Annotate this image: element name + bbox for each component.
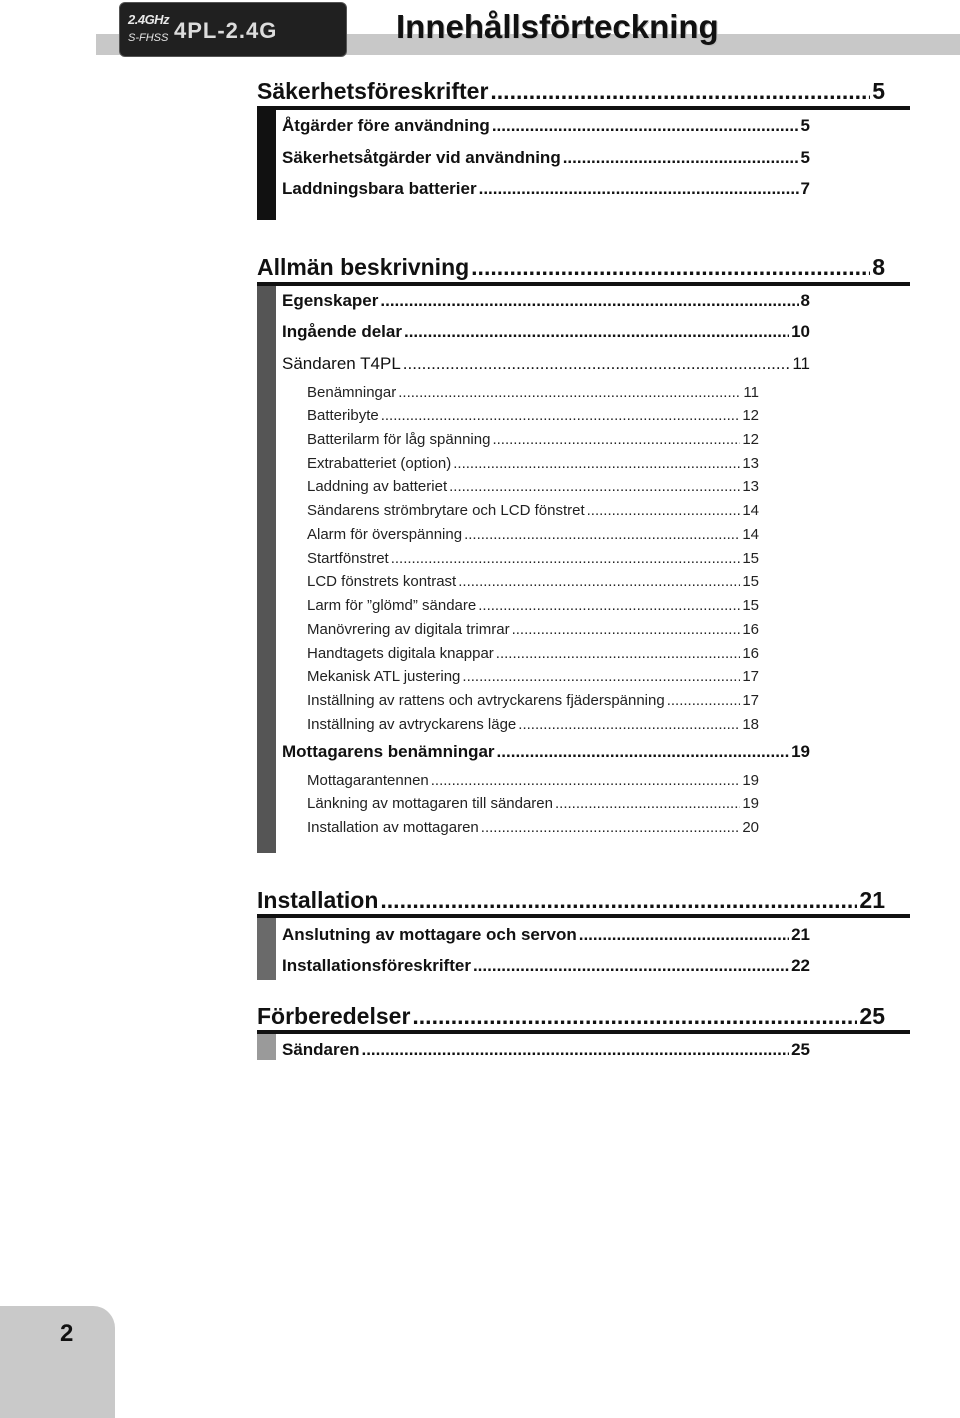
toc-subitem-page: 11 <box>743 384 759 401</box>
toc-subitem[interactable] <box>307 716 759 733</box>
toc-item[interactable] <box>282 179 810 199</box>
toc-subitem-title: Länkning av mottagaren till sändaren <box>307 795 553 812</box>
toc-subitem-title: Laddning av batteriet <box>307 478 448 495</box>
toc-subitem-page: 13 <box>742 478 759 495</box>
toc-section-page: 25 <box>859 1003 885 1029</box>
toc-leader <box>464 526 740 543</box>
toc-subitem-page: 18 <box>742 716 759 733</box>
toc-subitem[interactable] <box>307 819 759 836</box>
toc-subitem[interactable] <box>307 573 759 590</box>
toc-subitem[interactable] <box>307 407 759 424</box>
toc-item-page: 8 <box>800 291 810 310</box>
toc-leader <box>481 819 741 836</box>
page-number: 2 <box>60 1320 74 1347</box>
toc-leader <box>404 322 789 342</box>
toc-subitem-page: 16 <box>742 621 759 638</box>
toc-leader <box>555 795 740 812</box>
toc-subitem-title: Inställning av avtryckarens läge <box>307 716 517 733</box>
section-side-bar <box>257 110 276 220</box>
toc-subitem[interactable] <box>307 795 759 812</box>
toc-subitem-title: Alarm för överspänning <box>307 526 463 543</box>
toc-leader <box>431 772 741 789</box>
toc-subitem[interactable] <box>307 668 759 685</box>
toc-leader <box>458 573 740 590</box>
toc-section-title: Allmän beskrivning <box>257 254 470 280</box>
toc-item[interactable] <box>282 322 810 342</box>
toc-item[interactable] <box>282 956 810 976</box>
toc-leader <box>380 887 857 914</box>
toc-item-title: Mottagarens benämningar <box>282 742 495 761</box>
toc-section-page: 21 <box>859 887 885 913</box>
logo-frequency: 2.4GHz <box>128 12 170 27</box>
toc-subitem-page: 17 <box>742 692 759 709</box>
toc-subitem-page: 20 <box>742 819 759 836</box>
toc-subitem[interactable] <box>307 455 759 472</box>
toc-subitem[interactable] <box>307 692 759 709</box>
toc-subitem[interactable] <box>307 526 759 543</box>
toc-subitem-page: 17 <box>742 668 759 685</box>
toc-subitem-page: 12 <box>742 407 759 424</box>
toc-subitem[interactable] <box>307 431 759 448</box>
page-number-tab <box>0 1306 115 1418</box>
toc-item-title: Installationsföreskrifter <box>282 956 471 975</box>
toc-leader <box>496 645 741 662</box>
toc-section-title: Förberedelser <box>257 1003 411 1029</box>
toc-subitem-title: Benämningar <box>307 384 397 401</box>
toc-section-page: 5 <box>872 78 885 104</box>
toc-leader <box>391 550 741 567</box>
toc-subitem[interactable] <box>307 478 759 495</box>
toc-subitem-page: 19 <box>742 795 759 812</box>
toc-leader <box>449 478 740 495</box>
toc-subitem-page: 15 <box>742 550 759 567</box>
toc-item-title: Anslutning av mottagare och servon <box>282 925 577 944</box>
toc-subitem-title: Mottagarantennen <box>307 772 429 789</box>
toc-subitem-title: Larm för ”glömd” sändare <box>307 597 477 614</box>
toc-item-title: Laddningsbara batterier <box>282 179 477 198</box>
toc-subitem[interactable] <box>307 502 759 519</box>
toc-subitem-title: Startfönstret <box>307 550 389 567</box>
section-rule <box>257 914 910 918</box>
toc-leader <box>579 925 789 945</box>
toc-leader <box>563 148 799 168</box>
toc-item-page: 25 <box>791 1040 810 1059</box>
section-rule <box>257 1030 910 1034</box>
section-rule <box>257 106 910 110</box>
toc-subitem-title: Manövrering av digitala trimrar <box>307 621 510 638</box>
toc-leader <box>398 384 741 401</box>
toc-subitem-title: LCD fönstrets kontrast <box>307 573 457 590</box>
toc-subitem[interactable] <box>307 772 759 789</box>
toc-subitem-title: Batteribyte <box>307 407 379 424</box>
toc-item[interactable] <box>282 148 810 168</box>
toc-subitem-title: Sändarens strömbrytare och LCD fönstret <box>307 502 585 519</box>
toc-leader <box>473 956 789 976</box>
toc-item-page: 7 <box>800 179 810 198</box>
toc-subitem[interactable] <box>307 384 759 401</box>
toc-leader <box>478 597 740 614</box>
section-side-bar <box>257 286 276 853</box>
toc-item[interactable] <box>282 925 810 945</box>
logo-model: 4PL-2.4G <box>174 18 278 43</box>
logo-protocol: S-FHSS <box>128 32 169 44</box>
toc-subitem-page: 14 <box>742 526 759 543</box>
product-logo <box>119 2 347 57</box>
toc-leader <box>462 668 740 685</box>
toc-item-page: 5 <box>800 116 810 135</box>
toc-leader <box>381 407 741 424</box>
toc-subitem-page: 14 <box>742 502 759 519</box>
toc-leader <box>403 354 791 374</box>
toc-leader <box>497 742 790 762</box>
toc-item[interactable] <box>282 354 810 374</box>
toc-item-page: 5 <box>800 148 810 167</box>
page-title: Innehållsförteckning <box>396 8 719 45</box>
toc-subitem-page: 16 <box>742 645 759 662</box>
toc-leader <box>518 716 740 733</box>
toc-leader <box>479 179 799 199</box>
toc-item-page: 22 <box>791 956 810 975</box>
toc-section-title: Säkerhetsföreskrifter <box>257 78 489 104</box>
toc-item-title: Åtgärder före användning <box>282 116 490 135</box>
toc-item-page: 10 <box>791 322 810 341</box>
toc-item-title: Säkerhetsåtgärder vid användning <box>282 148 561 167</box>
toc-subitem-page: 13 <box>742 455 759 472</box>
toc-item-title: Sändaren <box>282 1040 360 1059</box>
toc-subitem-title: Installation av mottagaren <box>307 819 479 836</box>
toc-leader <box>453 455 740 472</box>
toc-item-title: Sändaren T4PL <box>282 354 401 373</box>
toc-section-title: Installation <box>257 887 379 913</box>
toc-subitem-page: 15 <box>742 597 759 614</box>
toc-item-page: 21 <box>791 925 810 944</box>
toc-subitem-title: Inställning av rattens och avtryckarens fjäderspänning <box>307 692 665 709</box>
toc-subitem-page: 12 <box>742 431 759 448</box>
toc-subitem-title: Batterilarm för låg spänning <box>307 431 491 448</box>
toc-section[interactable] <box>257 887 885 914</box>
section-side-bar <box>257 1034 276 1060</box>
toc-subitem[interactable] <box>307 550 759 567</box>
toc-item[interactable] <box>282 291 810 311</box>
toc-item[interactable] <box>282 742 810 762</box>
toc-subitem-page: 19 <box>742 772 759 789</box>
toc-leader <box>512 621 741 638</box>
toc-subitem[interactable] <box>307 597 759 614</box>
toc-subitem-title: Mekanisk ATL justering <box>307 668 461 685</box>
toc-leader <box>471 254 870 281</box>
toc-subitem-title: Handtagets digitala knappar <box>307 645 494 662</box>
toc-section-page: 8 <box>872 254 885 280</box>
toc-item-page: 11 <box>792 354 810 373</box>
toc-leader <box>380 291 798 311</box>
toc-leader <box>492 431 740 448</box>
section-rule <box>257 282 910 286</box>
toc-subitem[interactable] <box>307 621 759 638</box>
toc-item[interactable] <box>282 1040 810 1060</box>
toc-section[interactable] <box>257 254 885 281</box>
section-side-bar <box>257 918 276 980</box>
toc-leader <box>361 1040 789 1060</box>
toc-leader <box>587 502 741 519</box>
toc-item-title: Egenskaper <box>282 291 379 310</box>
toc-leader <box>667 692 741 709</box>
toc-leader <box>490 78 870 105</box>
toc-subitem[interactable] <box>307 645 759 662</box>
toc-item-page: 19 <box>791 742 810 761</box>
toc-subitem-title: Extrabatteriet (option) <box>307 455 452 472</box>
toc-item-title: Ingående delar <box>282 322 402 341</box>
toc-subitem-page: 15 <box>742 573 759 590</box>
toc-section[interactable] <box>257 1003 885 1030</box>
toc-section[interactable] <box>257 78 885 105</box>
toc-leader <box>492 116 799 136</box>
toc-item[interactable] <box>282 116 810 136</box>
toc-leader <box>412 1003 857 1030</box>
